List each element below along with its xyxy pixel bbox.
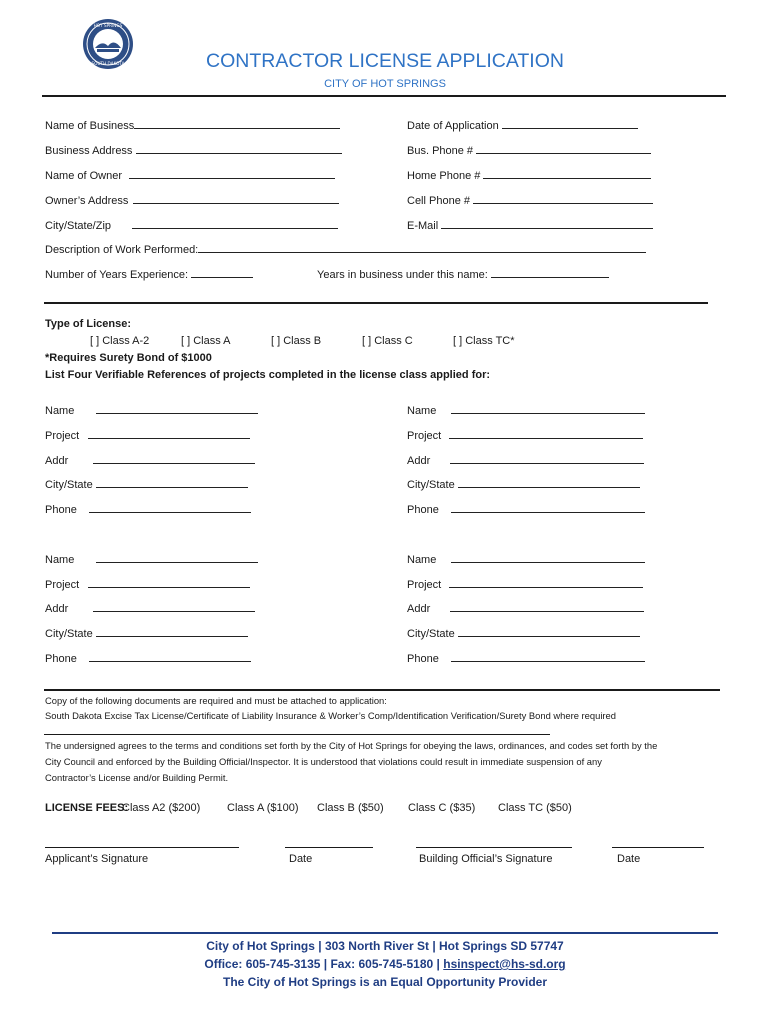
ref4-city-state-field[interactable] — [407, 626, 640, 640]
ref-phone-label: Phone — [407, 653, 439, 665]
owners-address-field[interactable] — [45, 193, 339, 207]
ref-phone-label: Phone — [45, 653, 77, 665]
ref-city-state-label: City/State — [45, 628, 93, 640]
name-of-owner-label: Name of Owner — [45, 170, 123, 182]
years-experience-field[interactable] — [45, 267, 253, 281]
surety-note: *Requires Surety Bond of $1000 — [45, 352, 212, 364]
city-state-zip-label: City/State/Zip — [45, 220, 112, 232]
years-in-business-field[interactable] — [317, 267, 609, 281]
ref4-project-field[interactable] — [407, 577, 643, 591]
date-of-application-field[interactable] — [407, 118, 638, 132]
ref3-phone-field[interactable] — [45, 651, 251, 665]
cell-phone-label: Cell Phone # — [407, 195, 470, 207]
ref-addr-label: Addr — [407, 603, 431, 615]
name-of-business-field[interactable] — [45, 118, 340, 132]
ref2-city-state-field[interactable] — [407, 477, 640, 491]
date1-label: Date — [289, 853, 313, 865]
footer-eop: The City of Hot Springs is an Equal Opportunity Provider — [222, 975, 548, 989]
agreement-line-3: Contractor’s License and/or Building Permit. — [45, 772, 229, 783]
bus-phone-label: Bus. Phone # — [407, 145, 474, 157]
home-phone-label: Home Phone # — [407, 170, 481, 182]
ref-project-label: Project — [45, 430, 80, 442]
section-divider-3 — [44, 734, 550, 735]
svg-text:SOUTH DAKOTA: SOUTH DAKOTA — [91, 61, 125, 66]
page-subtitle: CITY OF HOT SPRINGS — [324, 78, 446, 90]
name-of-owner-field[interactable] — [45, 168, 335, 182]
ref-name-label: Name — [407, 405, 437, 417]
ref-project-label: Project — [45, 579, 80, 591]
license-class-a2-checkbox[interactable]: [ ] Class A-2 — [90, 335, 150, 347]
svg-text:HOT SPRINGS: HOT SPRINGS — [93, 23, 123, 28]
ref1-city-state-field[interactable] — [45, 477, 248, 491]
ref4-phone-field[interactable] — [407, 651, 645, 665]
business-address-label: Business Address — [45, 145, 133, 157]
applicant-signature-label: Applicant’s Signature — [45, 853, 149, 865]
ref-phone-label: Phone — [407, 504, 439, 516]
ref4-name-field[interactable] — [407, 552, 645, 566]
section-divider-2 — [44, 689, 720, 691]
fee-class-b: Class B ($50) — [317, 802, 384, 814]
date2-line[interactable] — [612, 847, 704, 848]
fee-class-c: Class C ($35) — [408, 802, 476, 814]
documents-line-1: Copy of the following documents are required and must be attached to application: — [45, 695, 387, 706]
business-address-field[interactable] — [45, 143, 342, 157]
ref3-name-field[interactable] — [45, 552, 258, 566]
fee-class-a: Class A ($100) — [227, 802, 299, 814]
official-signature-line[interactable] — [416, 847, 572, 848]
description-label: Description of Work Performed: — [45, 244, 199, 256]
ref1-phone-field[interactable] — [45, 502, 251, 516]
ref3-addr-field[interactable] — [45, 601, 255, 615]
agreement-line-1: The undersigned agrees to the terms and conditions set forth by the City of Hot Springs for obeying the laws, ordinances, and codes set forth by the — [45, 740, 658, 751]
ref-addr-label: Addr — [45, 455, 69, 467]
ref3-project-field[interactable] — [45, 577, 250, 591]
section-divider-1 — [44, 302, 708, 304]
ref2-project-field[interactable] — [407, 428, 643, 442]
ref2-addr-field[interactable] — [407, 453, 644, 467]
owners-address-label: Owner’s Address — [45, 195, 129, 207]
license-class-c-checkbox[interactable]: [ ] Class C — [362, 335, 413, 347]
name-of-business-label: Name of Business — [45, 120, 135, 132]
date-of-application-label: Date of Application — [407, 120, 499, 132]
license-fees-label: LICENSE FEES: — [45, 802, 129, 814]
bus-phone-field[interactable] — [407, 143, 651, 157]
fee-class-tc: Class TC ($50) — [498, 802, 572, 814]
ref2-phone-field[interactable] — [407, 502, 645, 516]
license-class-tc-checkbox[interactable]: [ ] Class TC* — [453, 335, 515, 347]
ref1-name-field[interactable] — [45, 403, 258, 417]
applicant-signature-line[interactable] — [45, 847, 239, 848]
ref-phone-label: Phone — [45, 504, 77, 516]
ref-project-label: Project — [407, 579, 442, 591]
email-field[interactable] — [407, 218, 653, 232]
footer-email-link[interactable]: hsinspect@hs-sd.org — [443, 957, 566, 971]
ref4-addr-field[interactable] — [407, 601, 644, 615]
ref1-addr-field[interactable] — [45, 453, 255, 467]
years-in-business-label: Years in business under this name: — [317, 269, 488, 281]
years-experience-label: Number of Years Experience: — [45, 269, 189, 281]
license-type-label: Type of License: — [45, 318, 131, 330]
ref-name-label: Name — [45, 405, 75, 417]
ref-project-label: Project — [407, 430, 442, 442]
ref-name-label: Name — [45, 554, 75, 566]
footer-contact — [0, 957, 770, 971]
official-signature-label: Building Official’s Signature — [419, 853, 553, 865]
license-class-b-checkbox[interactable]: [ ] Class B — [271, 335, 322, 347]
references-heading: List Four Verifiable References of projects completed in the license class applied for: — [45, 369, 491, 381]
ref-name-label: Name — [407, 554, 437, 566]
home-phone-field[interactable] — [407, 168, 651, 182]
fee-class-a2: Class A2 ($200) — [122, 802, 201, 814]
license-class-a-checkbox[interactable]: [ ] Class A — [181, 335, 231, 347]
ref3-city-state-field[interactable] — [45, 626, 248, 640]
documents-line-2: South Dakota Excise Tax License/Certificate of Liability Insurance & Worker’s Comp/Identification Verification/Surety Bond where required — [45, 710, 616, 721]
cell-phone-field[interactable] — [407, 193, 653, 207]
footer-address: City of Hot Springs | 303 North River St | Hot Springs SD 57747 — [206, 939, 564, 953]
ref2-name-field[interactable] — [407, 403, 645, 417]
city-state-zip-field[interactable] — [45, 218, 338, 232]
ref-city-state-label: City/State — [45, 479, 93, 491]
email-label: E-Mail — [407, 220, 439, 232]
description-field[interactable] — [45, 242, 646, 256]
agreement-line-2: City Council and enforced by the Building Official/Inspector. It is understood that violations could result in immediate suspension of any — [45, 756, 602, 767]
footer-divider — [52, 932, 718, 934]
ref-addr-label: Addr — [407, 455, 431, 467]
date1-line[interactable] — [285, 847, 373, 848]
date2-label: Date — [617, 853, 641, 865]
footer-phone-fax: Office: 605-745-3135 | Fax: 605-745-5180 | — [204, 957, 444, 971]
ref-city-state-label: City/State — [407, 479, 455, 491]
page-title: CONTRACTOR LICENSE APPLICATION — [206, 50, 564, 72]
header-divider — [42, 95, 726, 97]
ref1-project-field[interactable] — [45, 428, 250, 442]
ref-city-state-label: City/State — [407, 628, 455, 640]
ref-addr-label: Addr — [45, 603, 69, 615]
